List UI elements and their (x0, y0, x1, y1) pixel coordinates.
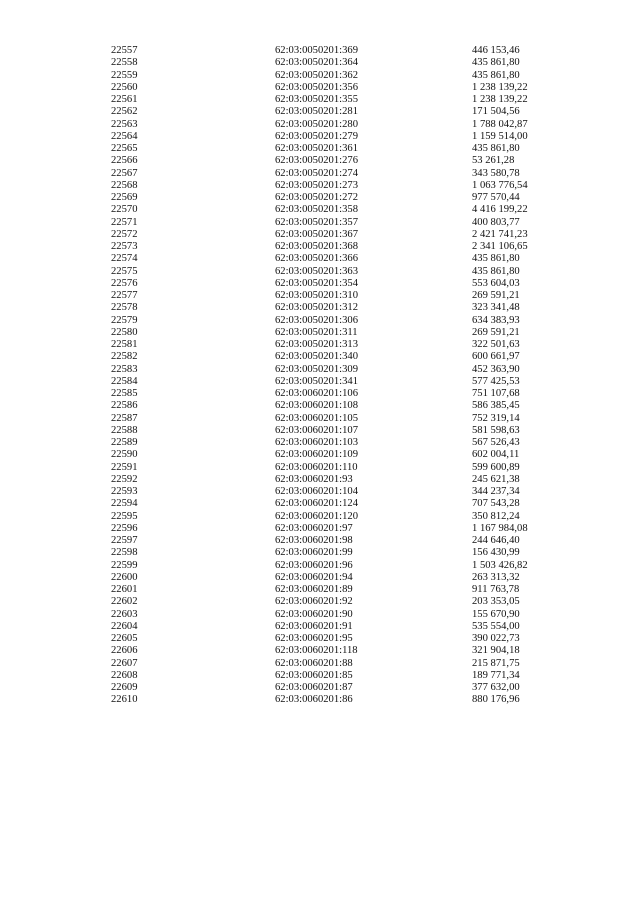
cadastral-value: 1 238 139,22 (472, 81, 528, 93)
cadastral-number: 62:03:0050201:340 (275, 351, 358, 363)
cadastral-value: 435 861,80 (472, 57, 520, 69)
row-number: 22583 (111, 363, 138, 375)
cadastral-value: 4 416 199,22 (472, 204, 528, 216)
cadastral-value: 752 319,14 (472, 412, 520, 424)
table-row (0, 94, 640, 106)
cadastral-value: 446 153,46 (472, 45, 520, 56)
cadastral-number: 62:03:0050201:369 (275, 45, 358, 56)
table-row (0, 596, 640, 608)
table-row (0, 584, 640, 596)
cadastral-value: 269 591,21 (472, 326, 520, 338)
cadastral-number: 62:03:0050201:306 (275, 314, 358, 326)
cadastral-value: 535 554,00 (472, 620, 520, 632)
table-row (0, 462, 640, 474)
cadastral-number: 62:03:0060201:95 (275, 633, 353, 644)
table-row (0, 425, 640, 437)
cadastral-number: 62:03:0060201:105 (275, 412, 358, 424)
table-row (0, 486, 640, 498)
row-number: 22606 (111, 645, 138, 657)
cadastral-number: 62:03:0050201:341 (275, 375, 358, 387)
cadastral-value: 567 526,43 (472, 437, 520, 448)
table-row (0, 302, 640, 314)
row-number: 22579 (111, 314, 138, 326)
cadastral-number: 62:03:0050201:313 (275, 339, 358, 350)
cadastral-number: 62:03:0060201:87 (275, 682, 353, 693)
cadastral-value: 321 904,18 (472, 645, 520, 657)
cadastral-number: 62:03:0060201:91 (275, 620, 353, 632)
row-number: 22593 (111, 486, 138, 497)
cadastral-value: 435 861,80 (472, 69, 520, 81)
row-number: 22576 (111, 277, 138, 289)
cadastral-value: 435 861,80 (472, 253, 520, 265)
table-row (0, 229, 640, 241)
table-row (0, 535, 640, 547)
cadastral-number: 62:03:0050201:280 (275, 118, 358, 130)
table-row (0, 290, 640, 302)
cadastral-number: 62:03:0060201:103 (275, 437, 358, 448)
table-row (0, 572, 640, 584)
cadastral-value: 322 501,63 (472, 339, 520, 350)
cadastral-number: 62:03:0060201:99 (275, 547, 353, 559)
table-row (0, 682, 640, 694)
row-number: 22581 (111, 339, 138, 350)
cadastral-value: 155 670,90 (472, 608, 520, 620)
row-number: 22588 (111, 424, 138, 436)
row-number: 22570 (111, 204, 138, 216)
row-number: 22608 (111, 669, 138, 681)
cadastral-value: 1 063 776,54 (472, 179, 528, 191)
cadastral-value: 435 861,80 (472, 143, 520, 154)
row-number: 22566 (111, 155, 138, 167)
row-number: 22604 (111, 620, 138, 632)
row-number: 22580 (111, 326, 138, 338)
cadastral-number: 62:03:0050201:366 (275, 253, 358, 265)
table-row (0, 609, 640, 621)
row-number: 22562 (111, 106, 138, 118)
cadastral-value: 189 771,34 (472, 669, 520, 681)
cadastral-value: 2 421 741,23 (472, 228, 528, 240)
table-row (0, 155, 640, 167)
table-row (0, 106, 640, 118)
table-row (0, 376, 640, 388)
table-row (0, 278, 640, 290)
cadastral-number: 62:03:0060201:88 (275, 657, 353, 669)
cadastral-value: 400 803,77 (472, 216, 520, 228)
cadastral-value: 344 237,34 (472, 486, 520, 497)
cadastral-number: 62:03:0050201:281 (275, 106, 358, 118)
row-number: 22560 (111, 81, 138, 93)
table-row (0, 168, 640, 180)
table-row (0, 253, 640, 265)
row-number: 22575 (111, 265, 138, 277)
table-row (0, 70, 640, 82)
cadastral-number: 62:03:0060201:90 (275, 608, 353, 620)
cadastral-value: 269 591,21 (472, 290, 520, 301)
row-number: 22607 (111, 657, 138, 669)
table-row (0, 45, 640, 57)
table-row (0, 400, 640, 412)
cadastral-number: 62:03:0050201:358 (275, 204, 358, 216)
cadastral-value: 602 004,11 (472, 449, 520, 461)
cadastral-value: 581 598,63 (472, 424, 520, 436)
table-row (0, 192, 640, 204)
cadastral-value: 553 604,03 (472, 277, 520, 289)
cadastral-value: 977 570,44 (472, 192, 520, 203)
row-number: 22567 (111, 167, 138, 179)
table-row (0, 327, 640, 339)
row-number: 22592 (111, 473, 138, 485)
cadastral-value: 911 763,78 (472, 584, 520, 595)
cadastral-value: 245 621,38 (472, 473, 520, 485)
cadastral-value: 53 261,28 (472, 155, 515, 167)
table-row (0, 364, 640, 376)
row-number: 22568 (111, 179, 138, 191)
cadastral-value: 586 385,45 (472, 400, 520, 412)
cadastral-value: 323 341,48 (472, 302, 520, 314)
row-number: 22559 (111, 69, 138, 81)
row-number: 22586 (111, 400, 138, 412)
table-row (0, 119, 640, 131)
table-row (0, 474, 640, 486)
table-row (0, 547, 640, 559)
cadastral-number: 62:03:0060201:120 (275, 510, 358, 522)
cadastral-value: 263 313,32 (472, 571, 520, 583)
cadastral-value: 435 861,80 (472, 265, 520, 277)
row-number: 22577 (111, 290, 138, 301)
row-number: 22585 (111, 388, 138, 399)
cadastral-number: 62:03:0060201:109 (275, 449, 358, 461)
row-number: 22561 (111, 94, 138, 105)
cadastral-number: 62:03:0050201:357 (275, 216, 358, 228)
cadastral-number: 62:03:0050201:310 (275, 290, 358, 301)
cadastral-number: 62:03:0050201:362 (275, 69, 358, 81)
row-number: 22578 (111, 302, 138, 314)
row-number: 22597 (111, 535, 138, 546)
row-number: 22558 (111, 57, 138, 69)
cadastral-number: 62:03:0060201:89 (275, 584, 353, 595)
cadastral-number: 62:03:0050201:273 (275, 179, 358, 191)
row-number: 22565 (111, 143, 138, 154)
cadastral-value: 343 580,78 (472, 167, 520, 179)
row-number: 22572 (111, 228, 138, 240)
cadastral-value: 244 646,40 (472, 535, 520, 546)
table-row (0, 315, 640, 327)
cadastral-number: 62:03:0050201:274 (275, 167, 358, 179)
row-number: 22582 (111, 351, 138, 363)
cadastral-value: 1 238 139,22 (472, 94, 528, 105)
cadastral-number: 62:03:0060201:108 (275, 400, 358, 412)
cadastral-number: 62:03:0060201:107 (275, 424, 358, 436)
cadastral-number: 62:03:0060201:110 (275, 461, 358, 473)
cadastral-value: 203 353,05 (472, 596, 520, 608)
cadastral-number: 62:03:0060201:94 (275, 571, 353, 583)
cadastral-number: 62:03:0050201:309 (275, 363, 358, 375)
cadastral-number: 62:03:0050201:363 (275, 265, 358, 277)
row-number: 22601 (111, 584, 138, 595)
table-row (0, 694, 640, 706)
cadastral-value: 1 159 514,00 (472, 130, 528, 142)
cadastral-number: 62:03:0050201:272 (275, 192, 358, 203)
table-row (0, 621, 640, 633)
table-row (0, 670, 640, 682)
cadastral-number: 62:03:0060201:104 (275, 486, 358, 497)
table-row (0, 498, 640, 510)
cadastral-value: 1 503 426,82 (472, 559, 528, 571)
cadastral-number: 62:03:0050201:361 (275, 143, 358, 154)
row-number: 22605 (111, 633, 138, 644)
table-row (0, 645, 640, 657)
table-row (0, 266, 640, 278)
cadastral-value: 2 341 106,65 (472, 241, 528, 252)
cadastral-number: 62:03:0050201:367 (275, 228, 358, 240)
cadastral-number: 62:03:0050201:364 (275, 57, 358, 69)
cadastral-value: 377 632,00 (472, 682, 520, 693)
table-row (0, 339, 640, 351)
cadastral-value: 390 022,73 (472, 633, 520, 644)
row-number: 22603 (111, 608, 138, 620)
cadastral-value: 751 107,68 (472, 388, 520, 399)
cadastral-number: 62:03:0050201:368 (275, 241, 358, 252)
table-row (0, 658, 640, 670)
table-row (0, 413, 640, 425)
row-number: 22591 (111, 461, 138, 473)
table-row (0, 82, 640, 94)
data-table (0, 45, 640, 707)
cadastral-number: 62:03:0060201:118 (275, 645, 358, 657)
table-row (0, 180, 640, 192)
row-number: 22609 (111, 682, 138, 693)
table-row (0, 437, 640, 449)
cadastral-number: 62:03:0050201:312 (275, 302, 358, 314)
row-number: 22563 (111, 118, 138, 130)
cadastral-value: 600 661,97 (472, 351, 520, 363)
table-row (0, 511, 640, 523)
table-row (0, 449, 640, 461)
cadastral-value: 599 600,89 (472, 461, 520, 473)
cadastral-value: 171 504,56 (472, 106, 520, 118)
cadastral-value: 452 363,90 (472, 363, 520, 375)
row-number: 22574 (111, 253, 138, 265)
row-number: 22599 (111, 559, 138, 571)
cadastral-number: 62:03:0060201:96 (275, 559, 353, 571)
row-number: 22573 (111, 241, 138, 252)
cadastral-value: 350 812,24 (472, 510, 520, 522)
row-number: 22595 (111, 510, 138, 522)
table-row (0, 351, 640, 363)
row-number: 22596 (111, 522, 138, 534)
cadastral-value: 156 430,99 (472, 547, 520, 559)
cadastral-value: 707 543,28 (472, 498, 520, 510)
cadastral-number: 62:03:0060201:86 (275, 694, 353, 706)
cadastral-value: 1 788 042,87 (472, 118, 528, 130)
row-number: 22602 (111, 596, 138, 608)
cadastral-number: 62:03:0060201:97 (275, 522, 353, 534)
row-number: 22590 (111, 449, 138, 461)
table-row (0, 633, 640, 645)
cadastral-number: 62:03:0050201:311 (275, 326, 358, 338)
cadastral-value: 880 176,96 (472, 694, 520, 706)
row-number: 22557 (111, 45, 138, 56)
cadastral-value: 1 167 984,08 (472, 522, 528, 534)
table-row (0, 204, 640, 216)
cadastral-number: 62:03:0060201:85 (275, 669, 353, 681)
cadastral-number: 62:03:0050201:279 (275, 130, 358, 142)
cadastral-number: 62:03:0050201:356 (275, 81, 358, 93)
row-number: 22569 (111, 192, 138, 203)
cadastral-number: 62:03:0060201:98 (275, 535, 353, 546)
row-number: 22610 (111, 694, 138, 706)
table-row (0, 241, 640, 253)
row-number: 22589 (111, 437, 138, 448)
table-row (0, 523, 640, 535)
table-row (0, 143, 640, 155)
cadastral-number: 62:03:0060201:106 (275, 388, 358, 399)
cadastral-number: 62:03:0060201:124 (275, 498, 358, 510)
cadastral-number: 62:03:0050201:355 (275, 94, 358, 105)
cadastral-value: 634 383,93 (472, 314, 520, 326)
table-row (0, 560, 640, 572)
cadastral-number: 62:03:0050201:354 (275, 277, 358, 289)
table-row (0, 57, 640, 69)
table-row (0, 131, 640, 143)
row-number: 22594 (111, 498, 138, 510)
row-number: 22587 (111, 412, 138, 424)
row-number: 22584 (111, 375, 138, 387)
row-number: 22600 (111, 571, 138, 583)
table-row (0, 388, 640, 400)
cadastral-value: 577 425,53 (472, 375, 520, 387)
row-number: 22571 (111, 216, 138, 228)
cadastral-number: 62:03:0050201:276 (275, 155, 358, 167)
row-number: 22598 (111, 547, 138, 559)
cadastral-number: 62:03:0060201:92 (275, 596, 353, 608)
table-row (0, 217, 640, 229)
cadastral-number: 62:03:0060201:93 (275, 473, 353, 485)
row-number: 22564 (111, 130, 138, 142)
cadastral-value: 215 871,75 (472, 657, 520, 669)
